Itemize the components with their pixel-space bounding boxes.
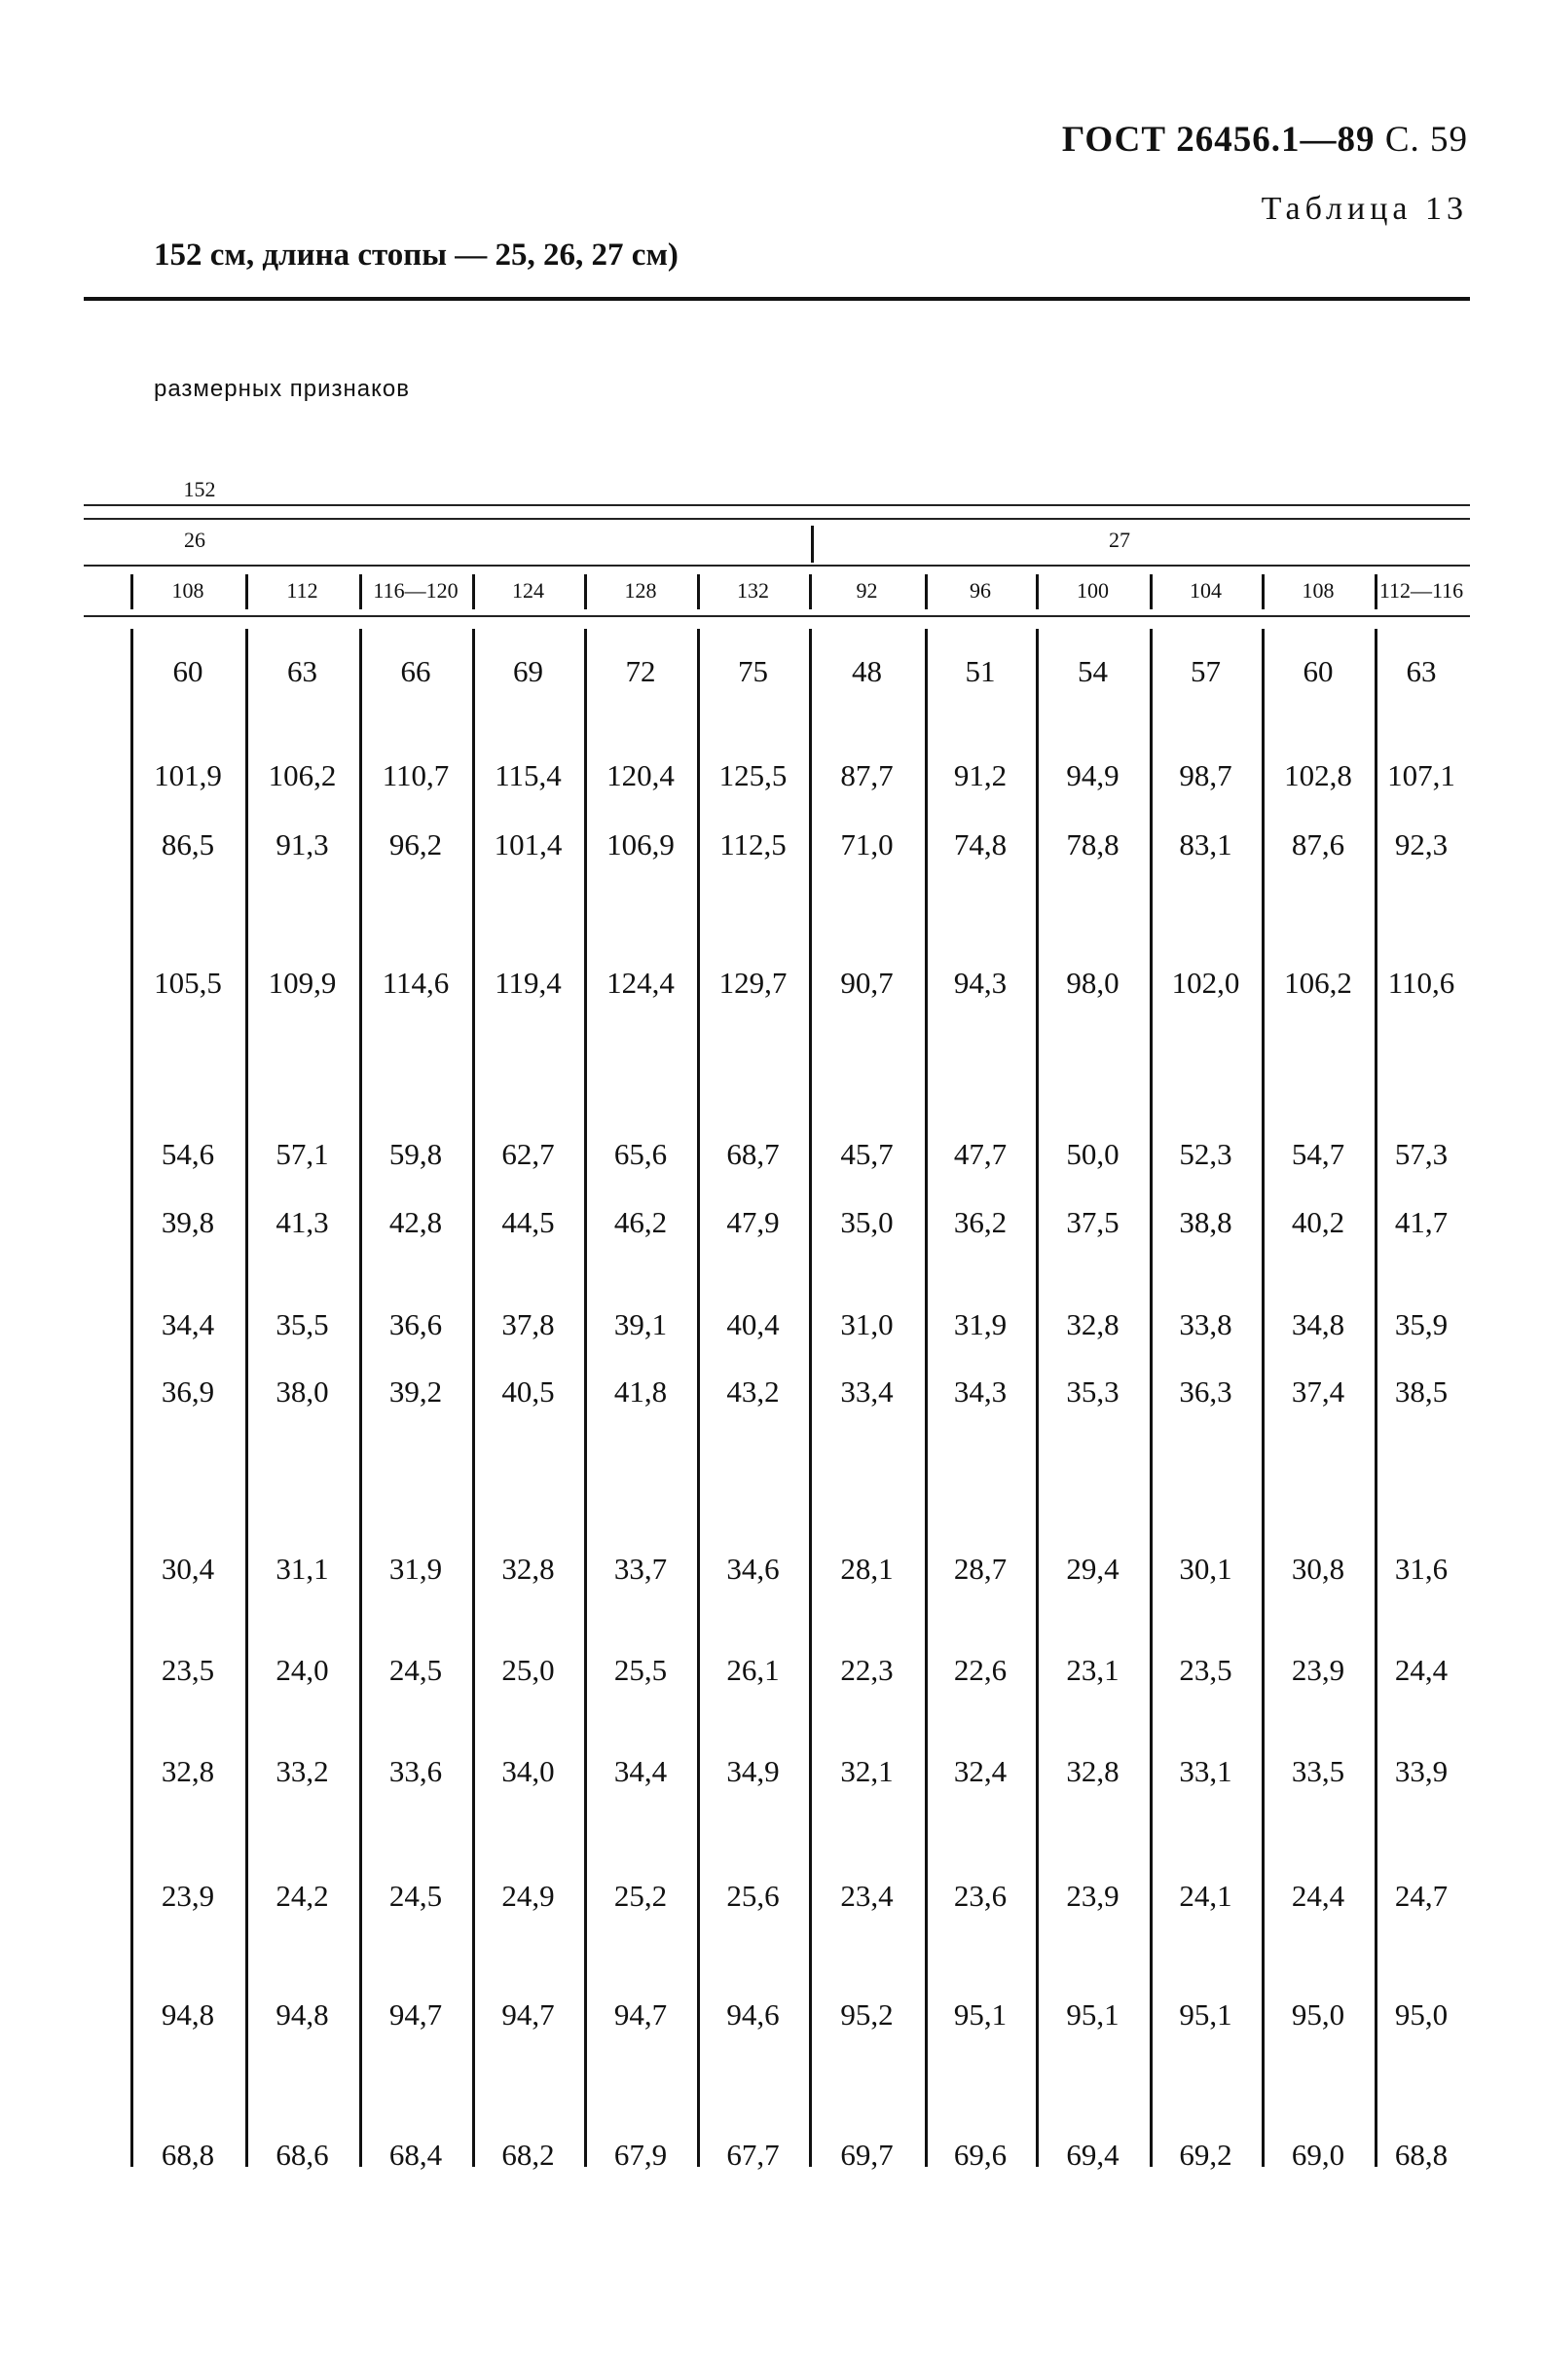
table-cell: 69,0 [1291,2138,1345,2172]
table-cell: 41,7 [1394,1205,1449,1239]
table-cell: 45,7 [840,1137,894,1171]
table-cell: 68,8 [1394,2138,1449,2172]
table-cell: 91,3 [275,827,329,861]
table-cell: 94,8 [161,1997,215,2032]
table-cell: 68,6 [275,2138,329,2172]
table-cell: 101,9 [154,758,222,792]
document-number: ГОСТ 26456.1—89 [1061,120,1376,160]
table-cell: 31,0 [840,1307,894,1341]
table-cell: 31,6 [1394,1552,1449,1586]
column-header: 108 [171,578,204,603]
table-cell: 91,2 [953,758,1008,792]
table-cell: 110,6 [1387,966,1455,1000]
table-cell: 39,1 [613,1307,668,1341]
height-label: 152 [183,477,216,501]
table-cell: 69,6 [953,2138,1008,2172]
table-cell: 71,0 [840,827,894,861]
table-cell: 112,5 [719,827,787,861]
foot-group-divider [811,526,814,563]
table-cell: 31,1 [275,1552,329,1586]
table-cell: 59,8 [388,1137,443,1171]
table-cell: 33,6 [388,1754,443,1788]
table-cell: 36,6 [388,1307,443,1341]
table-cell: 32,8 [161,1754,215,1788]
table-cell: 86,5 [161,827,215,861]
table-cell: 41,3 [275,1205,329,1239]
table-cell: 54,6 [161,1137,215,1171]
table-cell: 102,8 [1284,758,1352,792]
table-cell: 38,8 [1179,1205,1232,1239]
table-cell: 78,8 [1066,827,1120,861]
table-cell: 94,8 [275,1997,329,2032]
table-cell: 24,2 [275,1879,329,1913]
table-cell: 106,9 [606,827,675,861]
page-reference: С. 59 [1384,120,1468,160]
table-cell: 47,7 [953,1137,1008,1171]
header-divider [472,574,475,609]
header-divider [1150,574,1153,609]
table-cell: 30,1 [1179,1552,1232,1586]
column-header: 128 [624,578,657,603]
table-cell: 87,7 [840,758,894,792]
table-cell: 43,2 [726,1374,780,1409]
table-cell: 23,9 [1291,1653,1345,1687]
table-cell: 57 [1191,654,1221,688]
table-cell: 25,6 [726,1879,780,1913]
table-cell: 38,5 [1394,1374,1449,1409]
table-cell: 35,9 [1394,1307,1449,1341]
header-rule-height [84,518,1470,520]
table-cell: 29,4 [1066,1552,1120,1586]
table-cell: 95,1 [953,1997,1008,2032]
table-cell: 33,9 [1394,1754,1449,1788]
table-cell: 40,2 [1291,1205,1345,1239]
column-header: 112 [286,578,318,603]
table-cell: 39,8 [161,1205,215,1239]
table-cell: 95,1 [1179,1997,1232,2032]
document-code [1062,119,1468,161]
table-cell: 32,4 [953,1754,1008,1788]
table-cell: 62,7 [501,1137,555,1171]
table-cell: 109,9 [268,966,337,1000]
table-cell: 68,7 [726,1137,780,1171]
header-divider [1036,574,1039,609]
table-cell: 60 [1303,654,1334,688]
table-cell: 31,9 [388,1552,443,1586]
table-cell: 52,3 [1179,1137,1232,1171]
table-cell: 54,7 [1291,1137,1345,1171]
table-cell: 63 [1406,654,1437,688]
table-cell: 34,9 [726,1754,780,1788]
table-cell: 23,9 [161,1879,215,1913]
table-cell: 72 [625,654,656,688]
table-cell: 34,8 [1291,1307,1345,1341]
table-cell: 74,8 [953,827,1008,861]
table-cell: 44,5 [501,1205,555,1239]
header-rule-foot [84,565,1470,567]
table-cell: 94,7 [613,1997,668,2032]
table-cell: 98,0 [1066,966,1120,1000]
column-header: 108 [1302,578,1335,603]
table-cell: 34,6 [726,1552,780,1586]
table-cell: 69,2 [1179,2138,1232,2172]
table-cell: 54 [1078,654,1108,688]
table-cell: 36,9 [161,1374,215,1409]
table-cell: 33,7 [613,1552,668,1586]
table-cell: 33,5 [1291,1754,1345,1788]
header-divider [584,574,587,609]
column-divider [130,629,133,2167]
table-cell: 106,2 [268,758,337,792]
table-cell: 35,3 [1066,1374,1120,1409]
table-cell: 33,2 [275,1754,329,1788]
table-cell: 23,6 [953,1879,1008,1913]
table-cell: 65,6 [613,1137,668,1171]
table-cell: 87,6 [1291,827,1345,861]
header-divider [359,574,362,609]
table-cell: 25,0 [501,1653,555,1687]
table-cell: 102,0 [1171,966,1240,1000]
table-cell: 33,4 [840,1374,894,1409]
table-cell: 50,0 [1066,1137,1120,1171]
table-cell: 125,5 [718,758,788,792]
table-cell: 40,5 [501,1374,555,1409]
table-cell: 69,4 [1066,2138,1120,2172]
table-cell: 68,8 [161,2138,215,2172]
table-cell: 35,0 [840,1205,894,1239]
table-cell: 23,9 [1066,1879,1120,1913]
table-cell: 23,5 [1179,1653,1232,1687]
table-cell: 95,0 [1394,1997,1449,2032]
table-cell: 66 [400,654,431,688]
table-cell: 30,8 [1291,1552,1345,1586]
foot-length-27: 27 [1109,528,1130,552]
table-cell: 57,3 [1394,1137,1449,1171]
table-cell: 41,8 [613,1374,668,1409]
table-cell: 37,5 [1066,1205,1120,1239]
table-cell: 98,7 [1179,758,1232,792]
column-group-caption: размерных признаков [154,376,411,402]
header-divider [1375,574,1377,609]
table-cell: 24,4 [1394,1653,1449,1687]
table-cell: 37,8 [501,1307,555,1341]
table-cell: 60 [172,654,203,688]
table-cell: 94,9 [1066,758,1120,792]
table-cell: 107,1 [1387,758,1455,792]
table-cell: 22,6 [953,1653,1008,1687]
table-cell: 83,1 [1179,827,1232,861]
table-cell: 101,4 [494,827,563,861]
table-subtitle: 152 см, длина стопы — 25, 26, 27 см) [154,238,679,273]
table-cell: 47,9 [726,1205,780,1239]
table-cell: 110,7 [382,758,450,792]
table-cell: 25,2 [613,1879,668,1913]
table-cell: 33,8 [1179,1307,1232,1341]
table-cell: 24,5 [388,1879,443,1913]
table-cell: 69,7 [840,2138,894,2172]
table-cell: 129,7 [718,966,788,1000]
table-cell: 67,7 [726,2138,780,2172]
table-cell: 30,4 [161,1552,215,1586]
table-cell: 24,0 [275,1653,329,1687]
table-cell: 92,3 [1394,827,1449,861]
table-cell: 32,1 [840,1754,894,1788]
table-cell: 46,2 [613,1205,668,1239]
table-cell: 38,0 [275,1374,329,1409]
table-cell: 23,5 [161,1653,215,1687]
header-rule-columns [84,615,1470,617]
table-cell: 95,0 [1291,1997,1345,2032]
header-divider [130,574,133,609]
table-cell: 68,2 [501,2138,555,2172]
column-header: 116—120 [373,578,459,603]
table-cell: 32,8 [1066,1307,1120,1341]
table-cell: 32,8 [501,1552,555,1586]
table-cell: 24,5 [388,1653,443,1687]
table-cell: 42,8 [388,1205,443,1239]
table-cell: 34,3 [953,1374,1008,1409]
table-cell: 34,4 [161,1307,215,1341]
header-divider [1262,574,1265,609]
table-cell: 69 [513,654,543,688]
header-divider [925,574,928,609]
table-cell: 32,8 [1066,1754,1120,1788]
table-cell: 63 [287,654,317,688]
table-cell: 31,9 [953,1307,1008,1341]
table-cell: 48 [852,654,882,688]
table-cell: 90,7 [840,966,894,1000]
column-header: 132 [737,578,769,603]
table-cell: 22,3 [840,1653,894,1687]
table-cell: 36,3 [1179,1374,1232,1409]
table-cell: 120,4 [606,758,675,792]
header-divider [245,574,248,609]
table-cell: 94,7 [501,1997,555,2032]
table-cell: 95,1 [1066,1997,1120,2032]
table-cell: 95,2 [840,1997,894,2032]
table-cell: 23,4 [840,1879,894,1913]
table-label: Таблица 13 [1261,191,1468,227]
table-cell: 68,4 [388,2138,443,2172]
table-cell: 28,7 [953,1552,1008,1586]
table-cell: 28,1 [840,1552,894,1586]
column-divider [809,629,812,2167]
foot-length-26: 26 [184,528,205,552]
column-header: 124 [512,578,544,603]
table-cell: 115,4 [495,758,562,792]
table-cell: 124,4 [606,966,675,1000]
table-cell: 51 [965,654,996,688]
table-cell: 37,4 [1291,1374,1345,1409]
table-cell: 106,2 [1284,966,1352,1000]
column-header: 100 [1077,578,1109,603]
table-cell: 105,5 [154,966,222,1000]
table-cell: 67,9 [613,2138,668,2172]
table-cell: 26,1 [726,1653,780,1687]
table-cell: 94,3 [953,966,1008,1000]
table-cell: 57,1 [275,1137,329,1171]
column-header: 96 [970,578,991,603]
table-cell: 94,7 [388,1997,443,2032]
table-cell: 119,4 [495,966,562,1000]
table-cell: 114,6 [382,966,450,1000]
table-cell: 94,6 [726,1997,780,2032]
header-rule-top [84,504,1470,506]
column-header: 104 [1190,578,1222,603]
table-cell: 24,1 [1179,1879,1232,1913]
table-cell: 36,2 [953,1205,1008,1239]
table-cell: 34,4 [613,1754,668,1788]
table-cell: 23,1 [1066,1653,1120,1687]
table-cell: 33,1 [1179,1754,1232,1788]
column-header: 92 [856,578,878,603]
table-cell: 35,5 [275,1307,329,1341]
table-cell: 40,4 [726,1307,780,1341]
column-header: 112—116 [1378,578,1464,603]
header-divider [697,574,700,609]
header-divider [809,574,812,609]
table-cell: 24,9 [501,1879,555,1913]
table-cell: 96,2 [388,827,443,861]
table-cell: 34,0 [501,1754,555,1788]
table-cell: 39,2 [388,1374,443,1409]
table-cell: 75 [738,654,768,688]
table-cell: 25,5 [613,1653,668,1687]
table-cell: 24,4 [1291,1879,1345,1913]
table-cell: 24,7 [1394,1879,1449,1913]
title-rule [84,297,1470,301]
